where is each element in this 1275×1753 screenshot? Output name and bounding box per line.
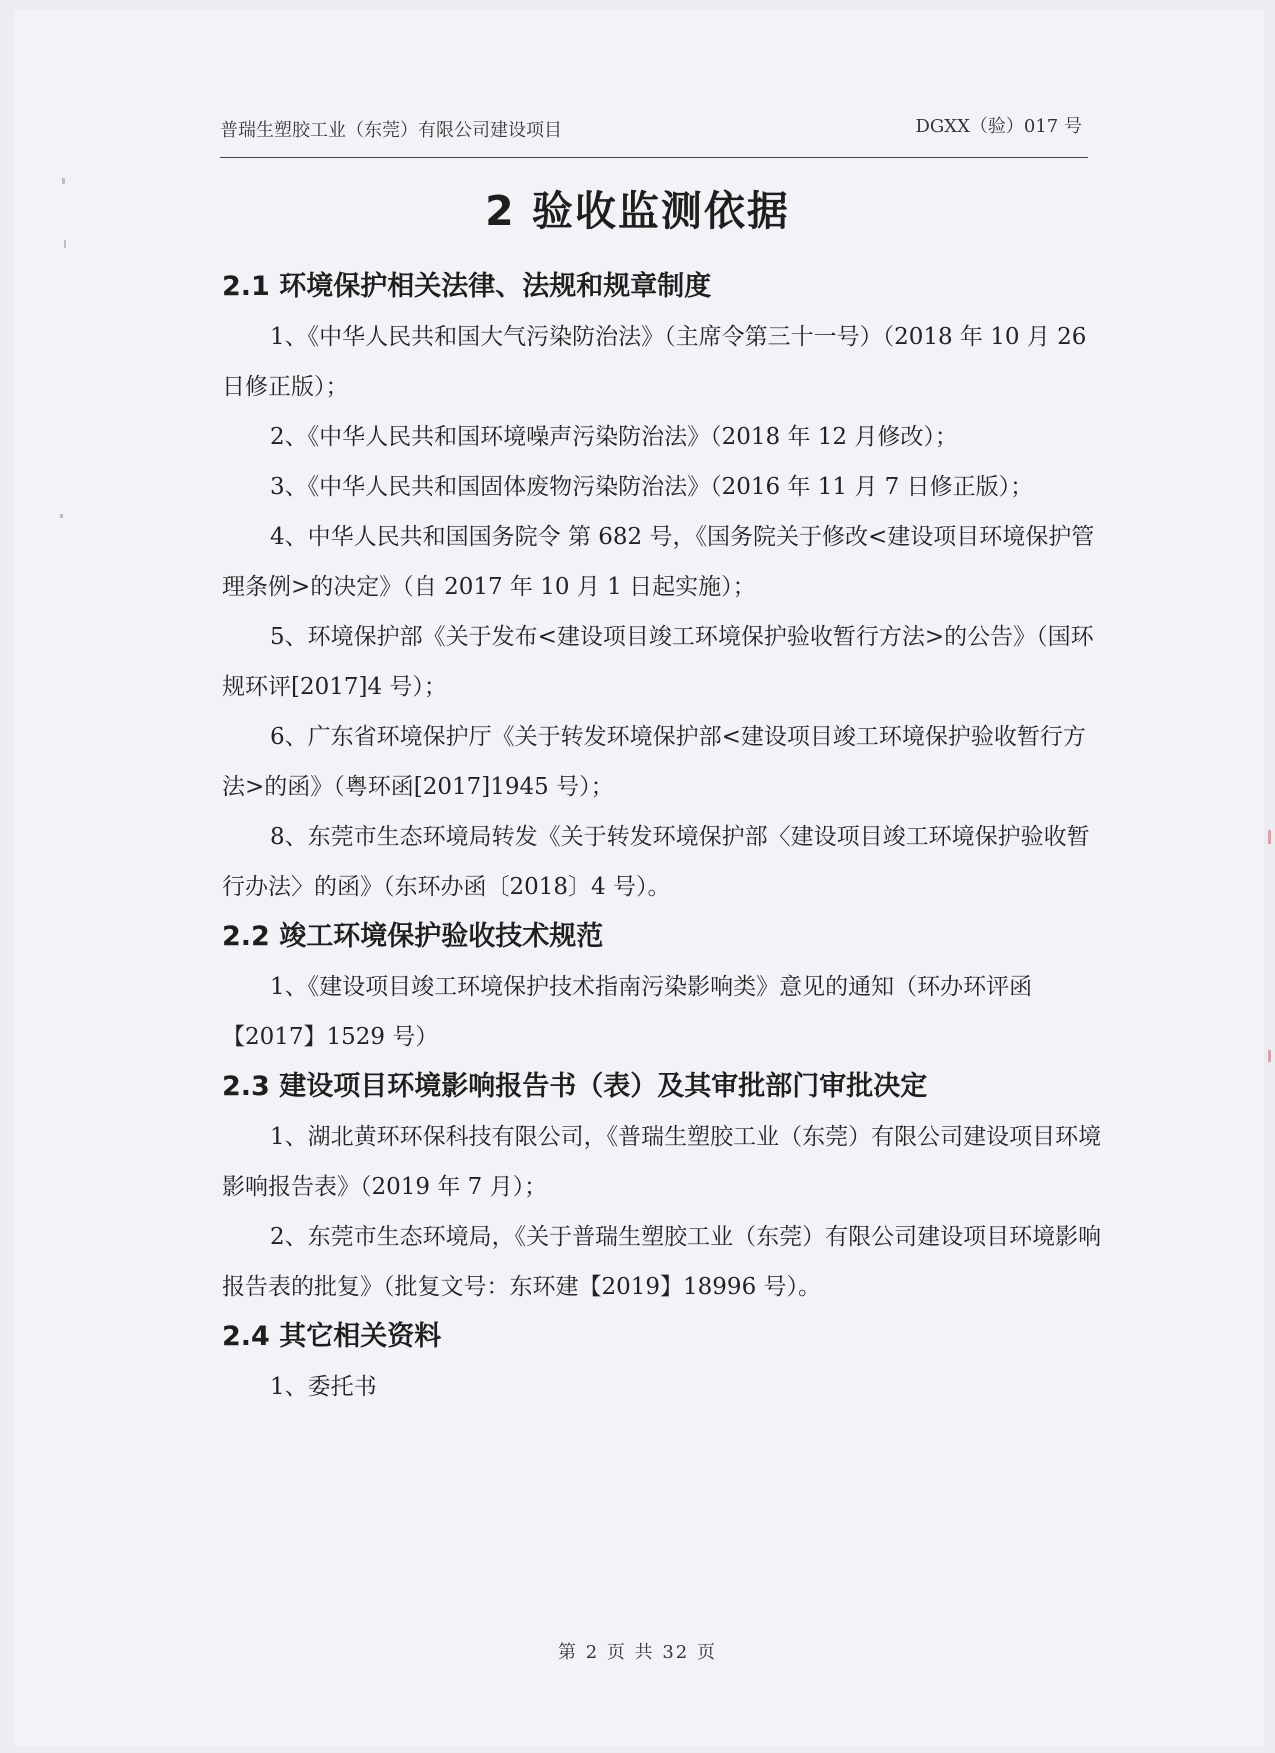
list-item: 5、环境保护部《关于发布<建设项目竣工环境保护验收暂行方法>的公告》（国环规环评[2017]4 号）； (222, 624, 1094, 700)
section-heading: 2.3 建设项目环境影响报告书（表）及其审批部门审批决定 (222, 1071, 928, 1102)
section-2-2 (222, 912, 1102, 1062)
list-item: 1、委托书 (270, 1374, 377, 1400)
section-heading: 2.1 环境保护相关法律、法规和规章制度 (222, 271, 712, 302)
list-item: 1、湖北黄环环保科技有限公司，《普瑞生塑胶工业（东莞）有限公司建设项目环境影响报告表》（2019 年 7 月）； (222, 1124, 1102, 1200)
list-item: 1、《建设项目竣工环境保护技术指南污染影响类》意见的通知（环办环评函【2017】1529 号） (222, 974, 1033, 1050)
list-item: 3、《中华人民共和国固体废物污染防治法》（2016 年 11 月 7 日修正版）； (270, 474, 1034, 500)
scan-speck (1268, 830, 1271, 844)
section-2-4 (222, 1312, 1102, 1412)
section-2-1 (222, 262, 1102, 912)
header-project-name: 普瑞生塑胶工业（东莞）有限公司建设项目 (220, 120, 562, 141)
section-heading: 2.2 竣工环境保护验收技术规范 (222, 921, 604, 952)
page-footer: 第 2 页 共 32 页 (558, 1642, 717, 1663)
section-2-3 (222, 1062, 1102, 1312)
list-item: 4、中华人民共和国国务院令 第 682 号，《国务院关于修改<建设项目环境保护管理条例>的决定》（自 2017 年 10 月 1 日起实施）； (222, 524, 1095, 600)
page-title: 2 验收监测依据 (485, 187, 790, 235)
header-divider (220, 157, 1088, 158)
scan-speck (1268, 1050, 1271, 1062)
list-item: 2、东莞市生态环境局，《关于普瑞生塑胶工业（东莞）有限公司建设项目环境影响报告表的批复》（批复文号：东环建【2019】18996 号）。 (222, 1224, 1102, 1300)
scan-speck (64, 240, 66, 248)
section-heading: 2.4 其它相关资料 (222, 1321, 442, 1352)
list-item: 8、东莞市生态环境局转发《关于转发环境保护部〈建设项目竣工环境保护验收暂行办法〉的函》（东环办函〔2018〕4 号）。 (222, 824, 1090, 900)
list-item: 1、《中华人民共和国大气污染防治法》（主席令第三十一号）（2018 年 10 月 26 日修正版）； (222, 324, 1087, 400)
document-body (222, 262, 1102, 1412)
list-item: 2、《中华人民共和国环境噪声污染防治法》（2018 年 12 月修改）； (270, 424, 958, 450)
scan-speck (60, 514, 63, 518)
page-header (220, 112, 1088, 152)
header-doc-number: DGXX（验）017 号 (915, 116, 1082, 137)
list-item: 6、广东省环境保护厅《关于转发环境保护部<建设项目竣工环境保护验收暂行方法>的函》（粤环函[2017]1945 号）； (222, 724, 1086, 800)
